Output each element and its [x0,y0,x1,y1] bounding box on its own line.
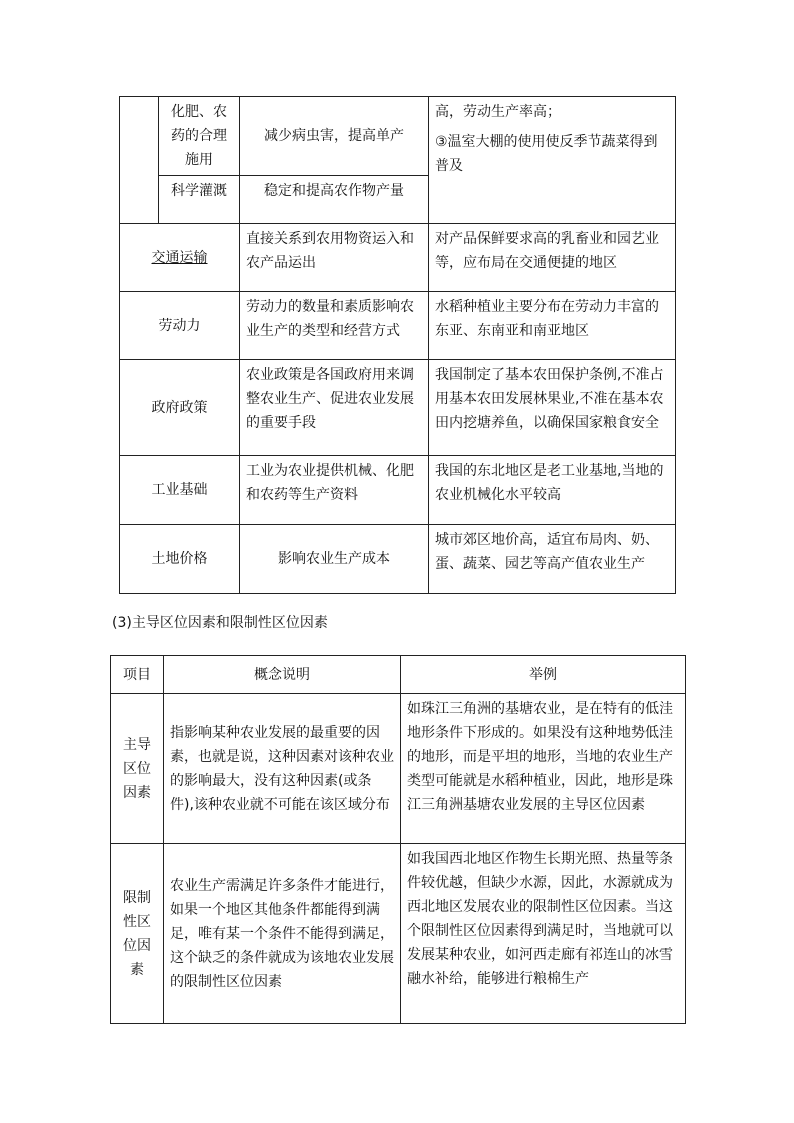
example-text: ③温室大棚的使用使反季节蔬菜得到普及 [435,134,658,174]
item-cell: 主导区位因素 [111,694,164,844]
effect-text: 减少病虫害，提高单产 [264,128,404,144]
effect-cell: 工业为农业提供机械、化肥和农药等生产资料 [240,456,429,525]
table-header-row [111,656,686,694]
table-row [120,360,676,456]
factor-label: 政府政策 [151,399,208,416]
example-cell: 对产品保鲜要求高的乳畜业和园艺业等，应布局在交通便捷的地区 [429,224,676,292]
effect-cell: 直接关系到农用物资运入和农产品运出 [240,224,429,292]
factor-cell [159,97,240,176]
column-header: 概念说明 [164,656,401,694]
factor-label: 化肥、农药的合理施用 [171,104,227,168]
blank-cell [120,97,159,224]
factor-label: 科学灌溉 [171,183,227,199]
factor-label: 劳动力 [158,317,201,334]
example-cell: 我国的东北地区是老工业基地,当地的农业机械化水平较高 [429,456,676,525]
table-row [120,97,676,176]
example-cell [429,97,676,224]
column-header: 项目 [111,656,164,694]
factor-label: 土地价格 [151,551,208,567]
factor-label: 工业基础 [151,482,208,498]
example-text: 高，劳动生产率高； [435,104,561,120]
table-row [111,844,686,1024]
effect-cell [240,176,429,224]
effect-cell: 农业政策是各国政府用来调整农业生产、促进农业发展的重要手段 [240,360,429,456]
factor-cell [120,224,240,292]
table-row [111,694,686,844]
example-cell: 我国制定了基本农田保护条例,不准占用基本农田发展林果业,不准在基本农田内挖塘养鱼，以确保国家粮食安全 [429,360,676,456]
factor-cell [120,525,240,594]
example-cell: 如我国西北地区作物生长期光照、热量等条件较优越，但缺少水源，因此，水源就成为西北地区发展农业的限制性区位因素。当这个限制性区位因素得到满足时，当地就可以发展某种农业，如河西走廊有祁连山的冰雪融水补给，能够进行粮棉生产 [401,844,686,1024]
item-cell: 限制性区位因素 [111,844,164,1024]
table-row [120,456,676,525]
concept-cell: 农业生产需满足许多条件才能进行，如果一个地区其他条件都能得到满足，唯有某一个条件不能得到满足，这个缺乏的条件就成为该地农业发展的限制性区位因素 [164,844,401,1024]
column-header: 举例 [401,656,686,694]
factors-table [119,96,676,594]
factor-cell [159,176,240,224]
table-row [120,224,676,292]
location-factors-table [110,655,686,1024]
section-heading: (3)主导区位因素和限制性区位因素 [112,615,328,631]
effect-text: 稳定和提高农作物产量 [264,183,404,199]
table-row [120,525,676,594]
example-cell: 水稻种植业主要分布在劳动力丰富的东亚、东南亚和南亚地区 [429,292,676,360]
effect-cell [240,97,429,176]
factor-cell [120,292,240,360]
factor-label: 交通运输 [151,249,208,266]
factor-cell [120,360,240,456]
table-row [120,292,676,360]
example-cell: 城市郊区地价高，适宜布局肉、奶、蛋、蔬菜、园艺等高产值农业生产 [429,525,676,594]
effect-cell: 劳动力的数量和素质影响农业生产的类型和经营方式 [240,292,429,360]
example-cell: 如珠江三角洲的基塘农业，是在特有的低洼地形条件下形成的。如果没有这种地势低洼的地形，而是平坦的地形，当地的农业生产类型可能就是水稻种植业，因此，地形是珠江三角洲基塘农业发展的主导区位因素 [401,694,686,844]
effect-cell: 影响农业生产成本 [240,525,429,594]
factor-cell [120,456,240,525]
concept-cell: 指影响某种农业发展的最重要的因素，也就是说，这种因素对该种农业的影响最大，没有这种因素(或条件),该种农业就不可能在该区域分布 [164,694,401,844]
